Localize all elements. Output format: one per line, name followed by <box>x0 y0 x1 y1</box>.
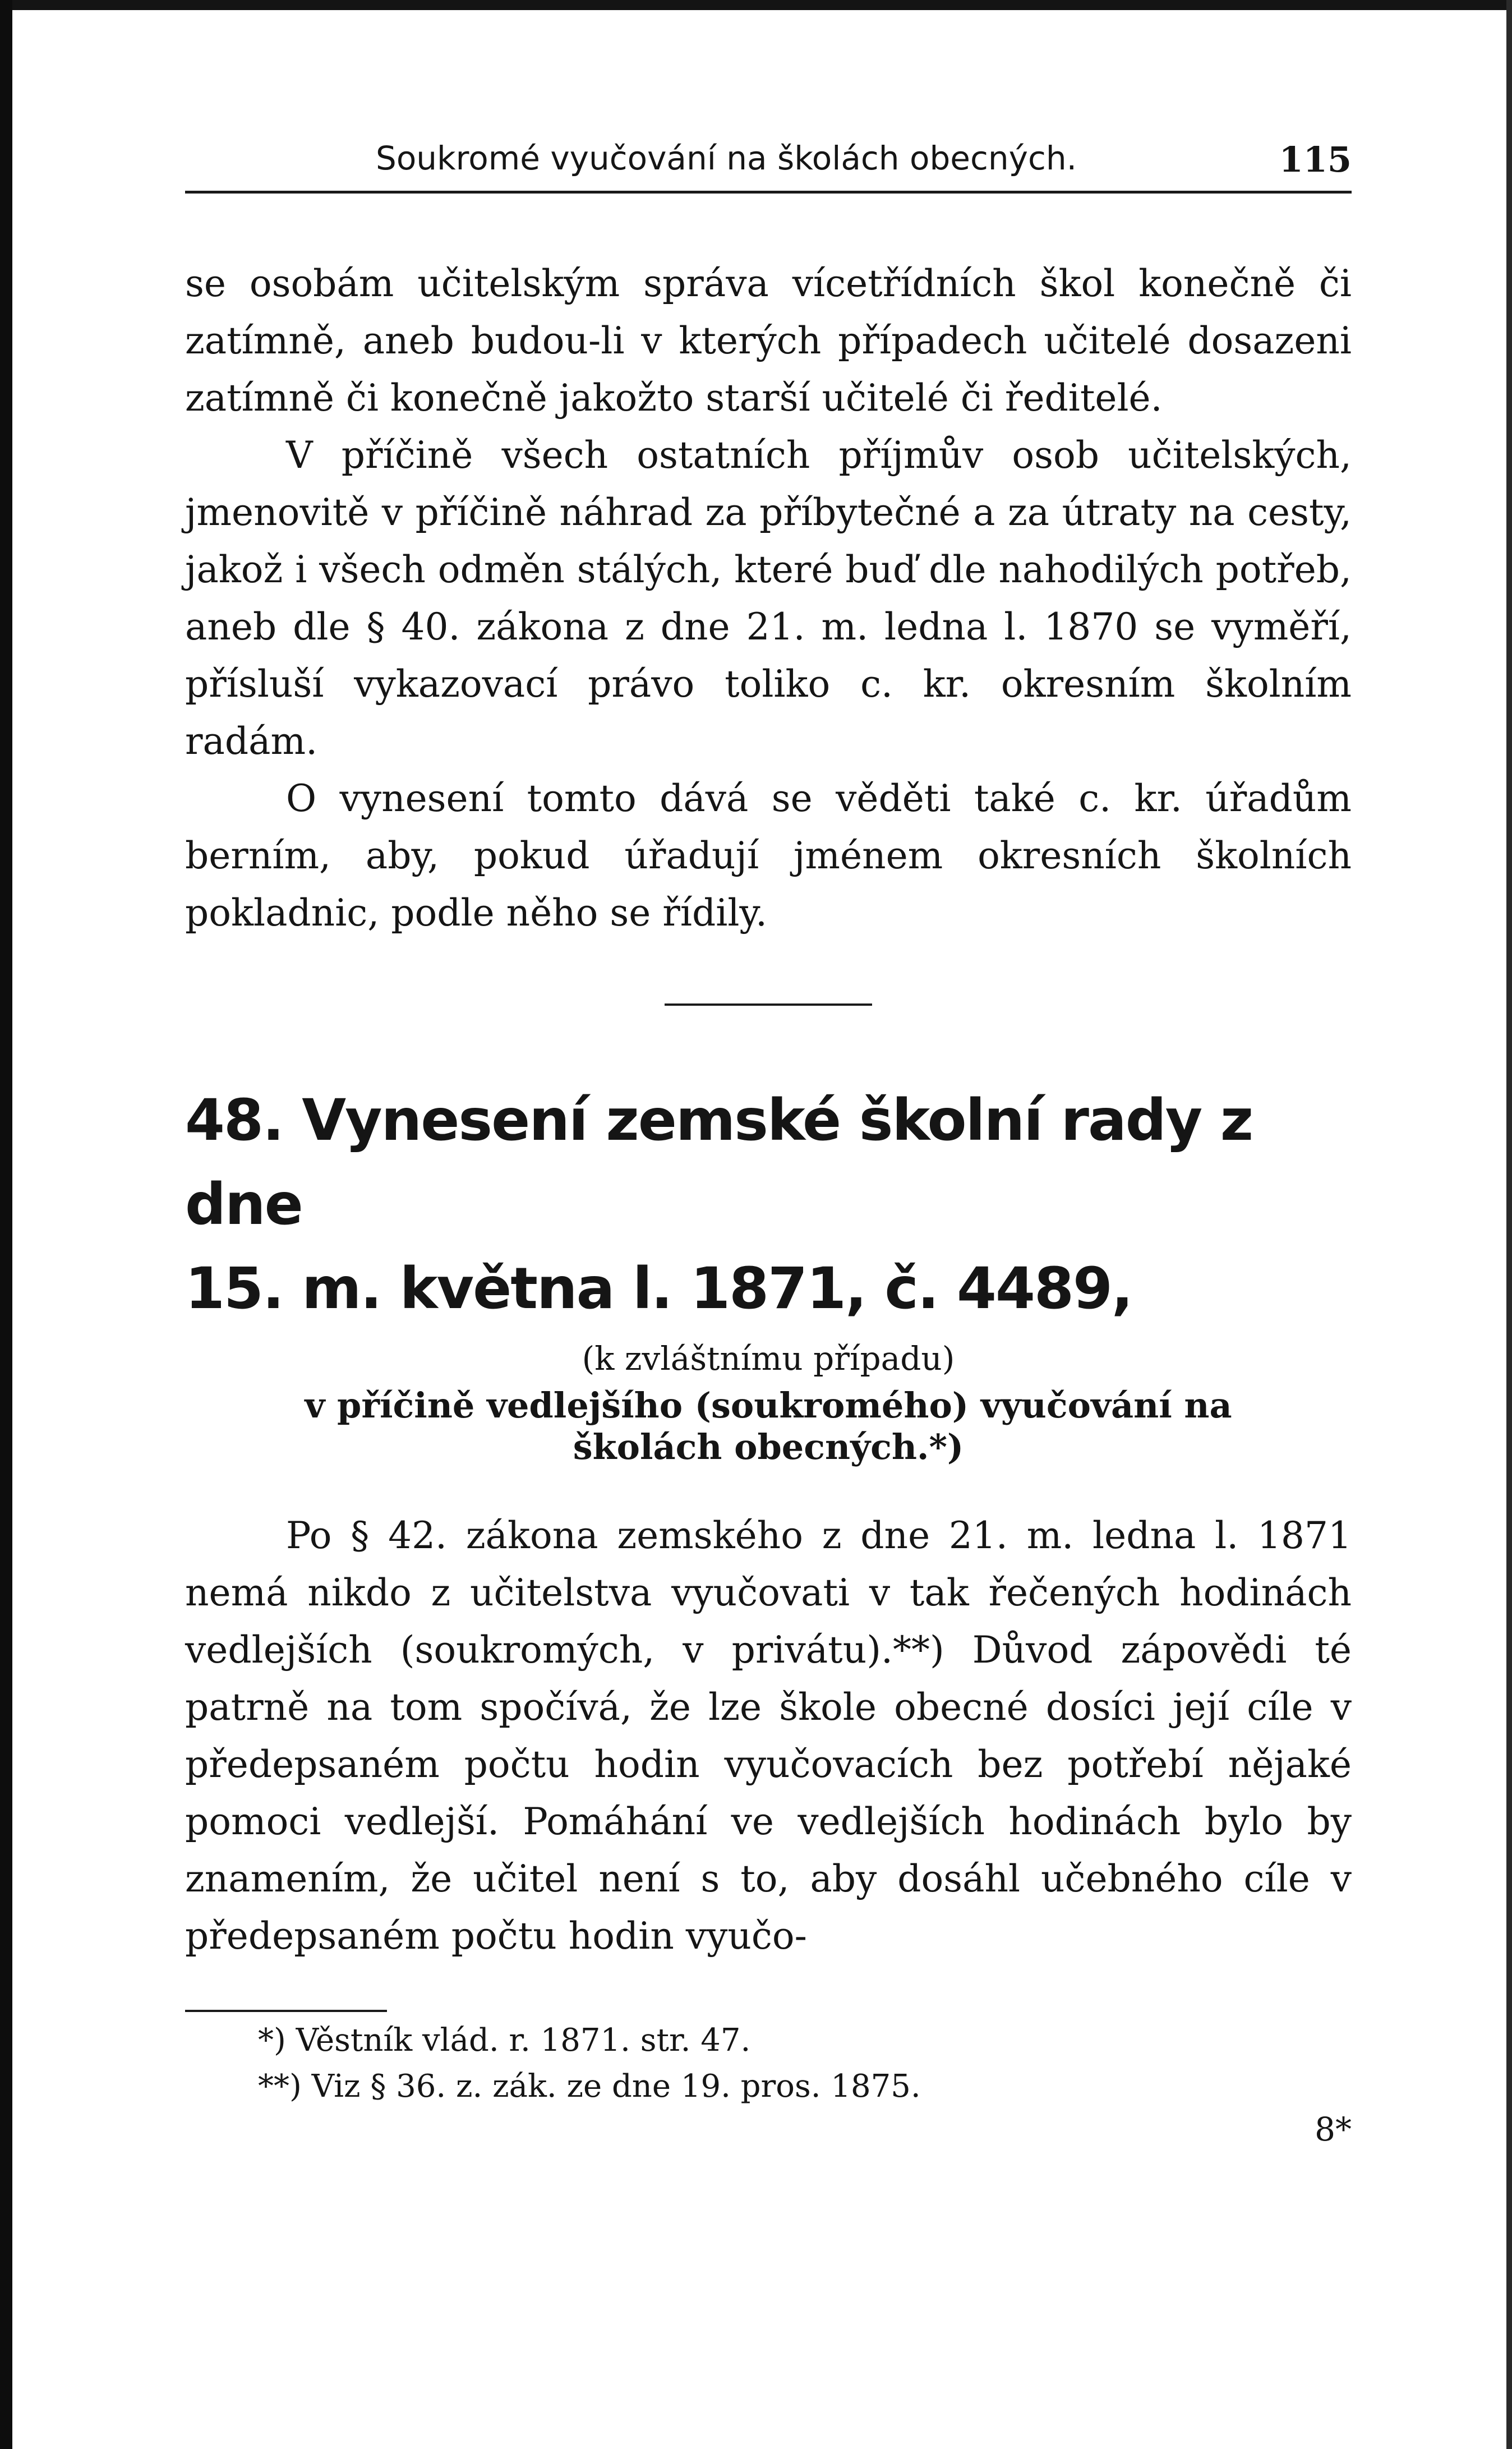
paragraph-notice: O vynesení tomto dává se věděti také c. kr. úřadům berním, aby, pokud úřadují jménem okresních školních pokladnic, podle něho se řídily. <box>185 777 1352 935</box>
body-text <box>185 255 1352 942</box>
footnote-2: **) Viz § 36. z. zák. ze dne 19. pros. 1875. <box>258 2068 921 2105</box>
book-page <box>185 135 1352 2149</box>
scan-border-top <box>0 0 1512 10</box>
scan-border-left <box>0 0 12 2449</box>
footnote-rule <box>185 2010 387 2012</box>
paragraph-continued: se osobám učitelským správa vícetřídních škol konečně či zatímně, aneb budou-li v kterých případech učitelé dosazeni zatímně či konečně jakožto starší učitelé či ředitelé. <box>185 262 1352 420</box>
section-subject-line2: školách obecných.*) <box>573 1426 964 1467</box>
paragraph-income: V příčině všech ostatních příjmův osob učitelských, jmenovitě v příčině náhrad za příbytečné a za útraty na cesty, jakož i všech odměn stálých, které buď dle nahodilých potřeb, aneb dle § 40. zákona z dne 21. m. ledna l. 1870 se vyměří, přísluší vykazovací právo toliko c. kr. okresním školním radám. <box>185 434 1352 763</box>
section-body <box>185 1507 1352 1965</box>
footnotes <box>185 2018 1352 2110</box>
section-divider <box>665 1003 872 1006</box>
page-number: 115 <box>1279 139 1352 180</box>
section-subtitle: (k zvláštnímu případu) <box>582 1339 955 1378</box>
section-heading <box>185 1079 1352 1331</box>
section-subject <box>185 1385 1352 1468</box>
signature-mark: 8* <box>1315 2110 1352 2148</box>
paragraph-section: Po § 42. zákona zemského z dne 21. m. ledna l. 1871 nemá nikdo z učitelstva vyučovati v tak řečených hodinách vedlejších (soukromých, v privátu).**) Důvod zápovědi té patrně na tom spočívá, že lze škole obecné dosíci její cíle v předepsaném počtu hodin vyučovacích bez potřebí nějaké pomoci vedlejší. Pomáhání ve vedlejších hodinách bylo by znamením, že učitel není s to, aby dosáhl učebného cíle v předepsaném počtu hodin vyučo- <box>185 1514 1352 1958</box>
section-subject-line1: v příčině vedlejšího (soukromého) vyučování na <box>305 1385 1232 1426</box>
section-heading-line1: 48. Vynesení zemské školní rady z dne <box>185 1087 1253 1238</box>
header-rule <box>185 191 1352 194</box>
footnote-1: *) Věstník vlád. r. 1871. str. 47. <box>258 2022 751 2059</box>
running-title: Soukromé vyučování na školách obecných. <box>376 139 1077 177</box>
running-head <box>185 135 1352 185</box>
section-heading-line2: 15. m. května l. 1871, č. 4489, <box>185 1255 1132 1322</box>
scan-border-right <box>1506 0 1512 2449</box>
